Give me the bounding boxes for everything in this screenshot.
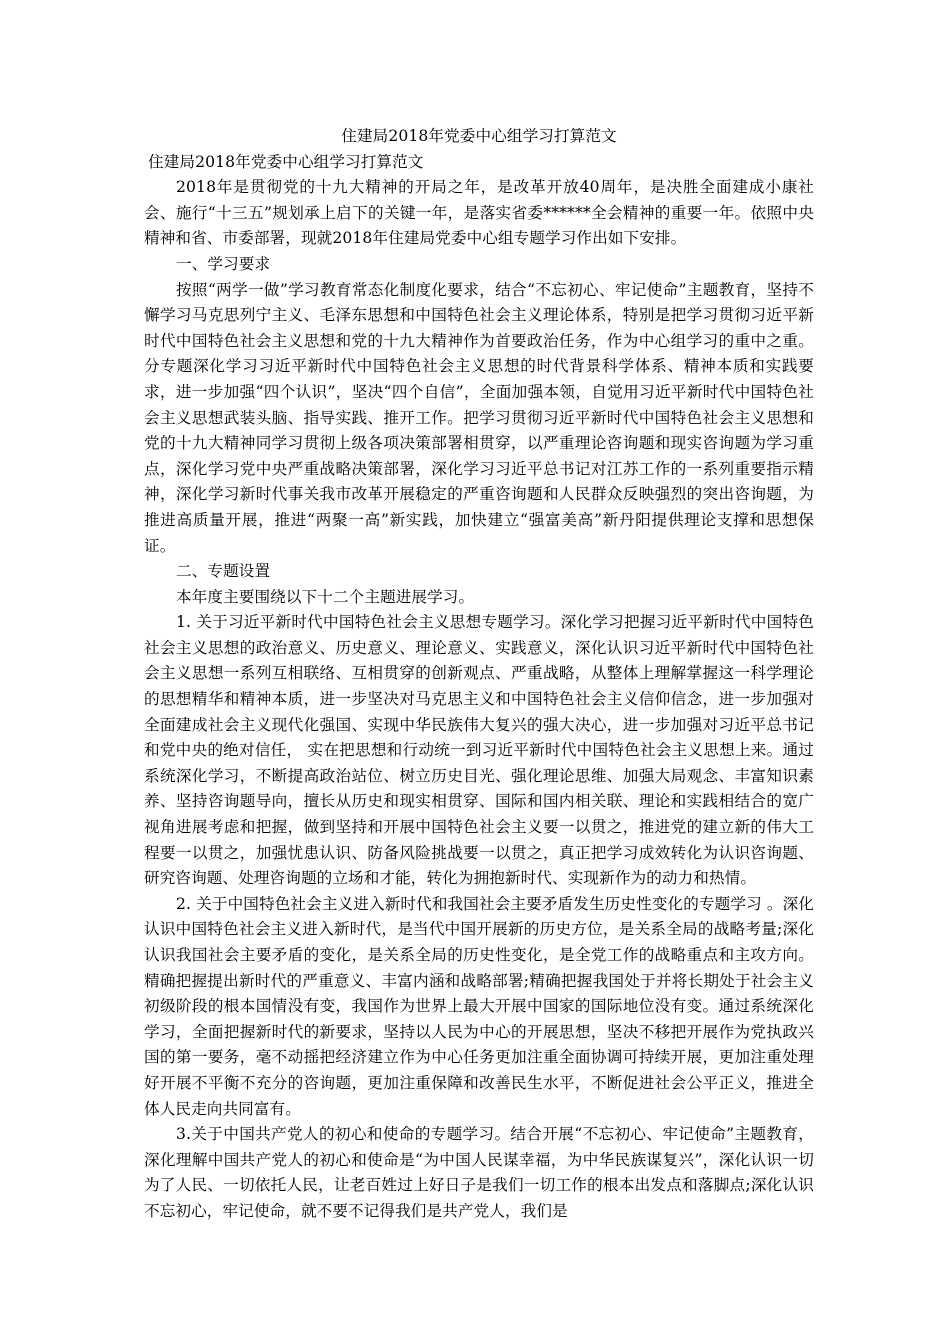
document-subtitle: 住建局2018年党委中心组学习打算范文: [148, 152, 424, 171]
intro-paragraph: 2018年是贯彻党的十九大精神的开局之年，是改革开放40周年，是决胜全面建成小康社会、施行“十三五”规划承上启下的关键一年，是落实省委******全会精神的重要一年。依照中央精神和省、市委部署，现就2018年住建局党委中心组专题学习作出如下安排。: [144, 178, 814, 248]
topic-item-2: 2. 关于中国特色社会主义进入新时代和我国社会主要矛盾发生历史性变化的专题学习 。深化认识中国特色社会主义进入新时代，是当代中国开展新的历史方位，是关系全局的战略考量;深化认识我国社会主要矛盾的变化，是关系全局的历史性变化，是全党工作的战略重点和主攻方向。精确把握提出新时代的严重意义、丰富内涵和战略部署;精确把握我国处于并将长期处于社会主义初级阶段的根本国情没有变，我国作为世界上最大开展中国家的国际地位没有变。通过系统深化学习，全面把握新时代的新要求，坚持以人民为中心的开展思想，坚决不移把开展作为党执政兴国的第一要务，毫不动摇把经济建立作为中心任务更加注重全面协调可持续开展，更加注重处理好开展不平衡不充分的咨询题，更加注重保障和改善民生水平，不断促进社会公平正义，推进全体人民走向共同富有。: [144, 894, 814, 1118]
topic-item-3: 3.关于中国共产党人的初心和使命的专题学习。结合开展“不忘初心、牢记使命”主题教育，深化理解中国共产党人的初心和使命是“为中国人民谋幸福，为中华民族谋复兴”，深化认识一切为了人民、一切依托人民，让老百姓过上好日子是我们一切工作的根本出发点和落脚点;深化认识不忘初心，牢记使命，就不要不记得我们是共产党人，我们是: [144, 1125, 814, 1220]
section-heading-topics: 二、专题设置: [176, 562, 271, 581]
topic-item-1: 1. 关于习近平新时代中国特色社会主义思想专题学习。深化学习把握习近平新时代中国特色社会主义思想的政治意义、历史意义、理论意义、实践意义，深化认识习近平新时代中国特色社会主义思想一系列互相联络、互相贯穿的创新观点、严重战略，从整体上理解掌握这一科学理论的思想精华和精神本质，进一步坚决对马克思主义和中国特色社会主义信仰信念，进一步加强对全面建成社会主义现代化强国、实现中华民族伟大复兴的强大决心，进一步加强对习近平总书记和党中央的绝对信任， 实在把思想和行动统一到习近平新时代中国特色社会主义思想上来。通过系统深化学习，不断提高政治站位、树立历史目光、强化理论思维、加强大局观念、丰富知识素养、坚持咨询题导向，擅长从历史和现实相贯穿、国际和国内相关联、理论和实践相结合的宽广视角进展考虑和把握，做到坚持和开展中国特色社会主义要一以贯之，推进党的建立新的伟大工程要一以贯之，加强忧患认识、防备风险挑战要一以贯之，真正把学习成效转化为认识咨询题、研究咨询题、处理咨询题的立场和才能，转化为拥抱新时代、实现新作为的动力和热情。: [144, 613, 814, 888]
section-heading-requirements: 一、学习要求: [176, 254, 271, 273]
topics-lead-paragraph: 本年度主要围绕以下十二个主题进展学习。: [176, 587, 475, 606]
document-page: [144, 124, 814, 1225]
document-title: 住建局2018年党委中心组学习打算范文: [341, 127, 617, 145]
requirements-paragraph: 按照“两学一做”学习教育常态化制度化要求，结合“不忘初心、牢记使命”主题教育，坚持不懈学习马克思列宁主义、毛泽东思想和中国特色社会主义理论体系，特别是把学习贯彻习近平新时代中国特色社会主义思想和党的十九大精神作为首要政治任务，作为中心组学习的重中之重。分专题深化学习习近平新时代中国特色社会主义思想的时代背景科学体系、精神本质和实践要求，进一步加强“四个认识”，坚决“四个自信”，全面加强本领，自觉用习近平新时代中国特色社会主义思想武装头脑、指导实践、推开工作。把学习贯彻习近平新时代中国特色社会主义思想和党的十九大精神同学习贯彻上级各项决策部署相贯穿，以严重理论咨询题和现实咨询题为学习重点，深化学习党中央严重战略决策部署，深化学习习近平总书记对江苏工作的一系列重要指示精神，深化学习新时代事关我市改革开展稳定的严重咨询题和人民群众反映强烈的突出咨询题，为推进高质量开展，推进“两聚一高”新实践，加快建立“强富美高”新丹阳提供理论支撑和思想保证。: [144, 280, 814, 555]
